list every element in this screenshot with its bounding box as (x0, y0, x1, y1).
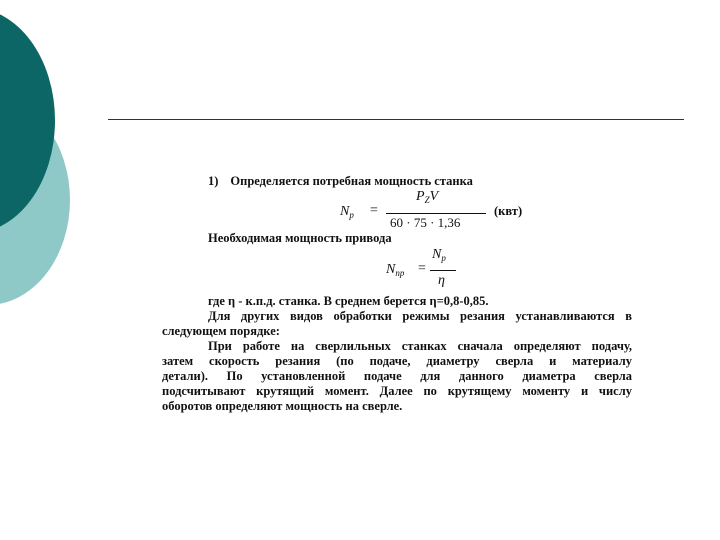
item-number: 1) (208, 174, 219, 188)
paragraph-line: Для других видов обработки режимы резания устанавливаются в (208, 309, 632, 323)
paragraph-line: детали). По установленной подаче для данного диаметра сверла (162, 369, 632, 383)
formula2-lhs: $N_{пр}$ (386, 262, 405, 278)
header-divider (108, 119, 684, 120)
formula2-equals: = (418, 261, 426, 276)
decorative-circles (0, 0, 120, 540)
paragraph-line: подсчитывают крутящий момент. Далее по крутящему моменту и числу (162, 384, 632, 398)
formula1-fraction-bar (386, 213, 486, 214)
numbered-item (162, 174, 632, 189)
formula1-denominator: 60 · 75 · 1,36 (390, 215, 461, 230)
subheading: Необходимая мощность привода (208, 231, 392, 245)
drive-power-formula (162, 248, 632, 290)
power-formula (162, 191, 632, 231)
efficiency-note: где η - к.п.д. станка. В среднем берется η=0,8-0,85. (208, 294, 489, 308)
slide-content (162, 170, 632, 414)
paragraph-line: оборотов определяют мощность на сверле. (162, 399, 403, 413)
formula2-numerator: $N_р$ (432, 247, 446, 263)
formula2-fraction-bar (430, 270, 456, 271)
item-heading: Определяется потребная мощность станка (230, 174, 473, 188)
formula1-unit: (квт) (494, 204, 523, 218)
formula1-lhs: $N_р$ (340, 204, 354, 220)
formula2-denominator: η (438, 273, 445, 288)
formula1-equals: = (370, 203, 378, 218)
formula1-numerator: $P_ZV$ (416, 189, 439, 205)
paragraph-line: При работе на сверлильных станках сначала определяют подачу, (208, 339, 632, 353)
paragraph-line: затем скорость резания (по подаче, диаметру сверла и материалу (162, 354, 632, 368)
paragraph-line: следующем порядке: (162, 324, 280, 338)
